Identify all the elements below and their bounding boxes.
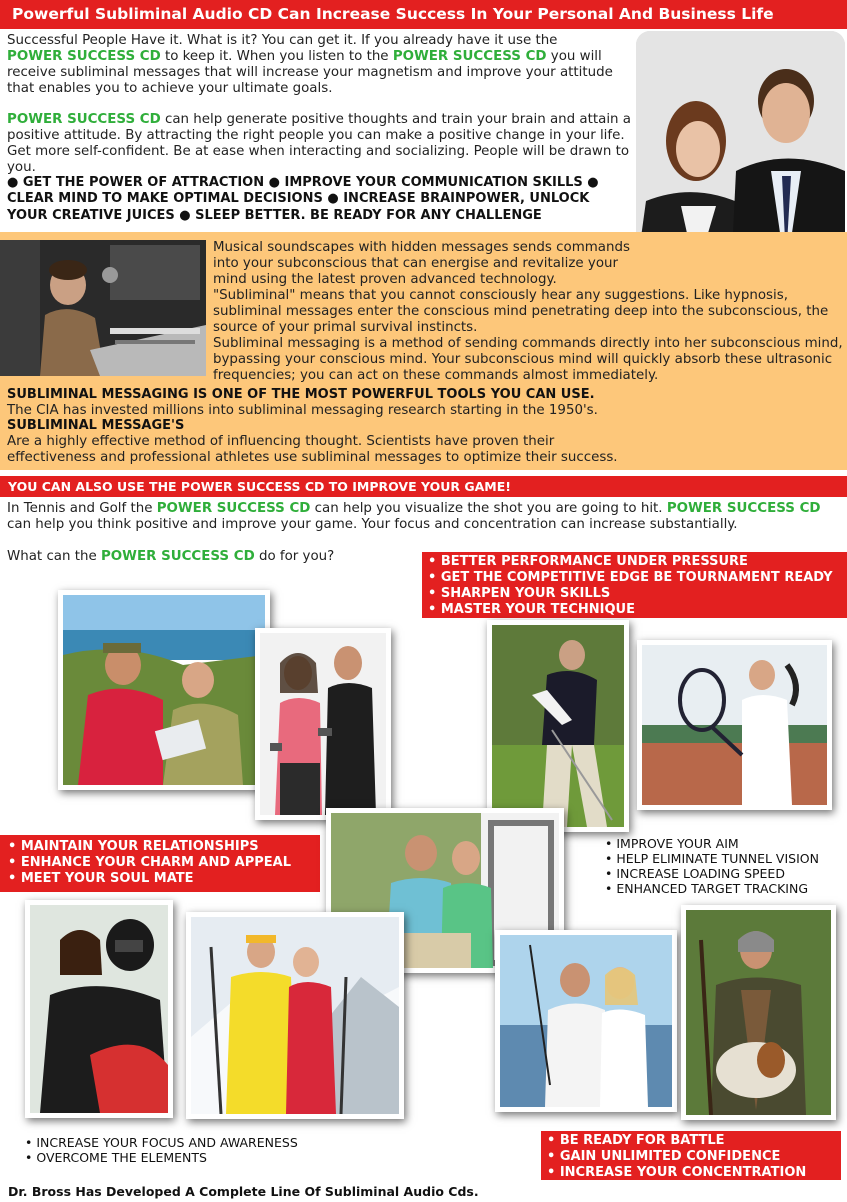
studio-photo: [0, 240, 206, 376]
intro-text-2: POWER SUCCESS CD can help generate positive thoughts and train your brain and attain a positive attitude. By attracting the right people you can make a positive change in your life. Get more self-confident. Be at ease when interacting and socializing. People will be drawn to you.: [7, 112, 632, 175]
game-banner: YOU CAN ALSO USE THE POWER SUCCESS CD TO IMPROVE YOUR GAME!: [0, 476, 847, 497]
subliminal-meaning-text: "Subliminal" means that you cannot consciously hear any suggestions. Like hypnosis, subliminal messages enter the conscious mind penetrating deep into the subconscious, the source of your primal survival instincts.: [213, 288, 829, 335]
relationships-list: • MAINTAIN YOUR RELATIONSHIPS • ENHANCE YOUR CHARM AND APPEAL • MEET YOUR SOUL MATE: [0, 835, 320, 892]
motorcyclists-photo: [25, 900, 173, 1118]
subliminal-section-top: [0, 232, 636, 240]
fishing-couple-photo: [495, 930, 677, 1112]
intro-text: Successful People Have it. What is it? You can get it. If you already have it use the POWER SUCCESS CD to keep it. When you listen to the POWER SUCCESS CD you will receive subliminal messages that will increase your magnetism and improve your attitude that enables you to achieve your ultimate goals.: [7, 33, 613, 96]
golfer-photo: [487, 620, 629, 832]
hikers-photo: [58, 590, 270, 790]
tennis-player-photo: [637, 640, 832, 810]
subliminal-heading-2: SUBLIMINAL MESSAGE'S: [7, 418, 185, 433]
fitness-couple-photo: [255, 628, 391, 820]
subliminal-heading-1: SUBLIMINAL MESSAGING IS ONE OF THE MOST POWERFUL TOOLS YOU CAN USE.: [7, 387, 595, 402]
game-text: In Tennis and Golf the POWER SUCCESS CD can help you visualize the shot you are going to hit. POWER SUCCESS CD can help you think positive and improve your game. Your focus and concentration can increase substantially.: [7, 501, 821, 532]
aim-list: • IMPROVE YOUR AIM • HELP ELIMINATE TUNNEL VISION • INCREASE LOADING SPEED • ENHANCED TARGET TRACKING: [605, 836, 819, 896]
soundscapes-text: Musical soundscapes with hidden messages sends commands into your subconscious that can energise and revitalize your mind using the latest proven advanced technology.: [213, 240, 630, 287]
subliminal-method-text: Subliminal messaging is a method of sending commands directly into her subconscious mind, bypassing your conscious mind. Your subconscious mind will quickly absorb these ultrasonic frequencies; you can act on these commands almost immediately.: [213, 336, 843, 383]
hunter-photo: [681, 905, 836, 1120]
performance-list: • BETTER PERFORMANCE UNDER PRESSURE • GET THE COMPETITIVE EDGE BE TOURNAMENT READY • SHARPEN YOUR SKILLS • MASTER YOUR TECHNIQUE: [422, 552, 847, 618]
focus-list: • INCREASE YOUR FOCUS AND AWARENESS • OVERCOME THE ELEMENTS: [25, 1135, 298, 1165]
page-title: Powerful Subliminal Audio CD Can Increase Success In Your Personal And Business Life: [0, 0, 847, 29]
footer-text: Dr. Bross Has Developed A Complete Line Of Subliminal Audio Cds.: [8, 1184, 479, 1199]
attraction-bullets: ● GET THE POWER OF ATTRACTION ● IMPROVE YOUR COMMUNICATION SKILLS ● CLEAR MIND TO MAKE OPTIMAL DECISIONS ● INCREASE BRAINPOWER, UNLOCK YOUR CREATIVE JUICES ● SLEEP BETTER. BE READY FOR ANY CHALLENGE: [7, 175, 599, 223]
cia-text: The CIA has invested millions into subliminal messaging research starting in the 1950's.: [7, 403, 598, 418]
skiers-photo: [186, 912, 404, 1119]
game-question: What can the POWER SUCCESS CD do for you?: [7, 549, 335, 564]
effectiveness-text: Are a highly effective method of influencing thought. Scientists have proven their effectiveness and professional athletes use subliminal messages to optimize their success.: [7, 434, 618, 465]
battle-list: • BE READY FOR BATTLE • GAIN UNLIMITED CONFIDENCE • INCREASE YOUR CONCENTRATION: [541, 1131, 841, 1180]
